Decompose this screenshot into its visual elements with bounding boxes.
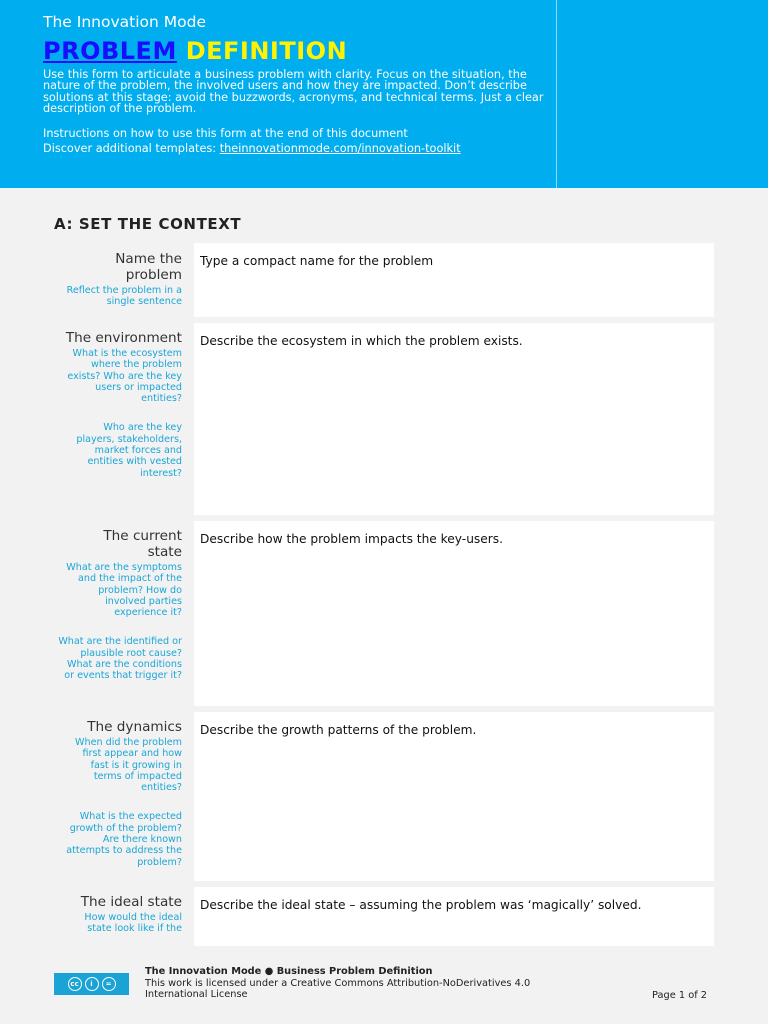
cc-license-logo bbox=[54, 973, 129, 995]
field-placeholder: Describe how the problem impacts the key-users. bbox=[200, 532, 504, 546]
field-hint: Who are the key players, stakeholders, market forces and entities with vested interest? bbox=[76, 422, 182, 479]
license-line: This work is licensed under a Creative Commons Attribution-NoDerivatives 4.0 bbox=[145, 977, 531, 989]
field-name-line: problem bbox=[125, 267, 182, 283]
instructions-text: Instructions on how to use this form at the end of this document bbox=[43, 127, 408, 140]
discover-line bbox=[43, 142, 461, 157]
field-placeholder: Type a compact name for the problem bbox=[200, 254, 434, 268]
page-number: Page 1 of 2 bbox=[652, 990, 707, 1001]
field-name-line: state bbox=[147, 544, 182, 560]
field-hint: What is the ecosystem where the problem exists? Who are the key users or impacted entities? bbox=[67, 348, 182, 405]
field-name bbox=[52, 719, 182, 735]
field-name-line: The dynamics bbox=[87, 719, 182, 735]
brand-name: The Innovation Mode bbox=[43, 13, 206, 31]
field-hint: Reflect the problem in a single sentence bbox=[66, 285, 182, 308]
field-placeholder: Describe the ecosystem in which the problem exists. bbox=[200, 334, 523, 348]
instructions-block bbox=[43, 127, 461, 156]
title-word-problem: PROBLEM bbox=[43, 37, 177, 65]
field-name-line: The current bbox=[103, 528, 182, 544]
footer-text bbox=[145, 966, 530, 1001]
field-label-environment bbox=[52, 330, 182, 479]
field-label-problem-name bbox=[52, 251, 182, 308]
nd-icon: = bbox=[102, 977, 116, 991]
field-name bbox=[52, 894, 182, 910]
header-banner bbox=[0, 0, 768, 188]
field-hint: What are the identified or plausible root cause? What are the conditions or events that trigger it? bbox=[58, 636, 182, 682]
field-placeholder: Describe the ideal state – assuming the problem was ‘magically’ solved. bbox=[200, 898, 642, 912]
toolkit-link[interactable]: theinnovationmode.com/innovation-toolkit bbox=[219, 141, 461, 155]
field-name bbox=[52, 251, 182, 283]
field-name bbox=[52, 528, 182, 560]
field-name bbox=[52, 330, 182, 346]
field-label-dynamics bbox=[52, 719, 182, 868]
current-state-input[interactable] bbox=[194, 521, 714, 706]
problem-name-input[interactable] bbox=[194, 243, 714, 317]
field-label-ideal-state bbox=[52, 894, 182, 935]
cc-icon: cc bbox=[68, 977, 82, 991]
field-placeholder: Describe the growth patterns of the problem. bbox=[200, 723, 477, 737]
field-name-line: Name the bbox=[115, 251, 182, 267]
header-divider bbox=[556, 0, 557, 188]
field-label-current-state bbox=[52, 528, 182, 682]
intro-text bbox=[43, 69, 548, 115]
footer-title: The Innovation Mode ● Business Problem Definition bbox=[145, 966, 433, 977]
field-hint: What is the expected growth of the problem? Are there known attempts to address the problem? bbox=[66, 811, 182, 868]
field-hint: What are the symptoms and the impact of the problem? How do involved parties experience it? bbox=[66, 562, 182, 619]
field-name-line: The environment bbox=[65, 330, 182, 346]
ideal-state-input[interactable] bbox=[194, 887, 714, 946]
field-hint: When did the problem first appear and how fast is it growing in terms of impacted entities? bbox=[75, 737, 182, 794]
by-icon: i bbox=[85, 977, 99, 991]
section-title: A: SET THE CONTEXT bbox=[54, 215, 242, 233]
field-hint: How would the ideal state look like if the bbox=[84, 912, 182, 935]
title-word-definition: DEFINITION bbox=[185, 37, 348, 65]
discover-prefix: Discover additional templates: bbox=[43, 141, 220, 155]
intro-paragraph: Use this form to articulate a business problem with clarity. Focus on the situation, the nature of the problem, the involved users and how they are impacted. Don’t describe solutions at this stage: avoid the buzzwords, acronyms, and technical terms. Just a clear description of the problem. bbox=[43, 68, 544, 116]
environment-input[interactable] bbox=[194, 323, 714, 515]
field-name-line: The ideal state bbox=[80, 894, 182, 910]
license-line: International License bbox=[145, 989, 248, 1000]
page-title bbox=[43, 37, 347, 65]
dynamics-input[interactable] bbox=[194, 712, 714, 881]
